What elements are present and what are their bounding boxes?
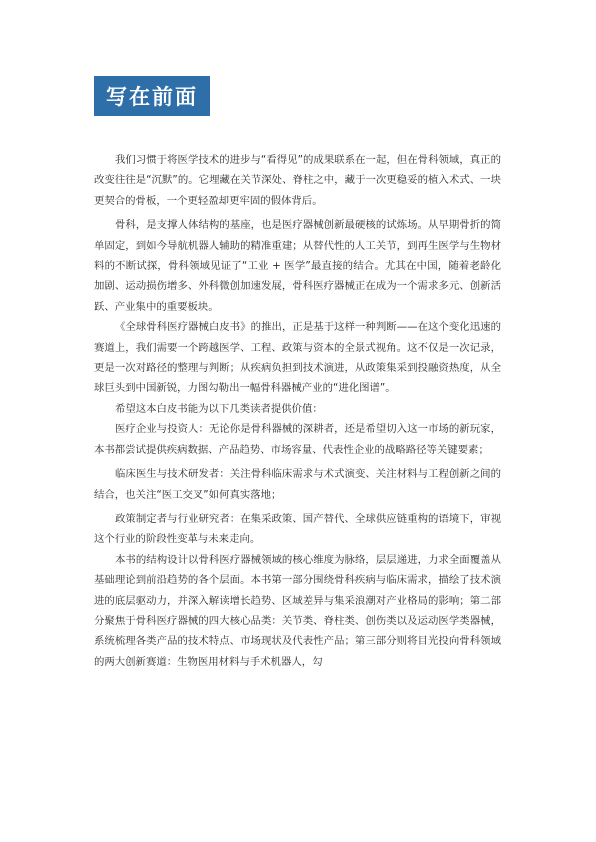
paragraph: 本书的结构设计以骨科医疗器械领域的核心维度为脉络，层层递进，力求全面覆盖从基础理论到前沿趋势的各个层面。本书第一部分围绕骨科疾病与临床需求，描绘了技术演进的底层驱动力，并深入解读增长趋势、区域差异与集采浪潮对产业格局的影响；第二部分聚焦于骨科医疗器械的四大核心品类：关节类、脊柱类、创伤类以及运动医学类器械，系统梳理各类产品的技术特点、市场现状及代表性产品；第三部分则将目光投向骨科领域的两大创新赛道：生物医用材料与手术机器人，勾 [94, 553, 501, 668]
paragraph: 希望这本白皮书能为以下几类读者提供价值： [115, 402, 323, 415]
paragraph: 政策制定者与行业研究者：在集采政策、国产替代、全球供应链重构的语境下，审视这个行业的阶段性变革与未来走向。 [94, 512, 501, 546]
paragraph: 我们习惯于将医学技术的进步与“看得见”的成果联系在一起，但在骨科领域，真正的改变往往是“沉默”的。它埋藏在关节深处、脊柱之中，藏于一次更稳妥的植入术式、一块更契合的骨板，一个更轻盈却更牢固的假体背后。 [94, 154, 501, 207]
paragraph: 骨科，是支撑人体结构的基座，也是医疗器械创新最硬核的试炼场。从早期骨折的简单固定，到如今导航机器人辅助的精准重建；从替代性的人工关节，到再生医学与生物材料的不断试探，骨科领域见证了“工业 + 医学”最直接的结合。尤其在中国，随着老龄化加剧、运动损伤增多、外科微创加速发展，骨科医疗器械正在成为一个需求多元、创新活跃、产业集中的重要板块。 [94, 219, 501, 313]
body-text [94, 150, 501, 672]
paragraph: 临床医生与技术研发者：关注骨科临床需求与术式演变、关注材料与工程创新之间的结合，也关注“医工交叉”如何真实落地； [94, 468, 501, 501]
paragraph: 《全球骨科医疗器械白皮书》的推出，正是基于这样一种判断——在这个变化迅速的赛道上，我们需要一个跨越医学、工程、政策与资本的全景式视角。这不仅是一次记录，更是一次对路径的整理与判断；从疾病负担到技术演进，从政策集采到投融资热度，从全球巨头到中国新锐，力图勾勒出一幅骨科器械产业的“进化图谱”。 [94, 321, 501, 395]
section-title: 写在前面 [94, 76, 210, 116]
paragraph: 医疗企业与投资人：无论你是骨科器械的深耕者，还是希望切入这一市场的新玩家，本书都尝试提供疾病数据、产品趋势、市场容量、代表性企业的战略路径等关键要素； [94, 423, 501, 456]
